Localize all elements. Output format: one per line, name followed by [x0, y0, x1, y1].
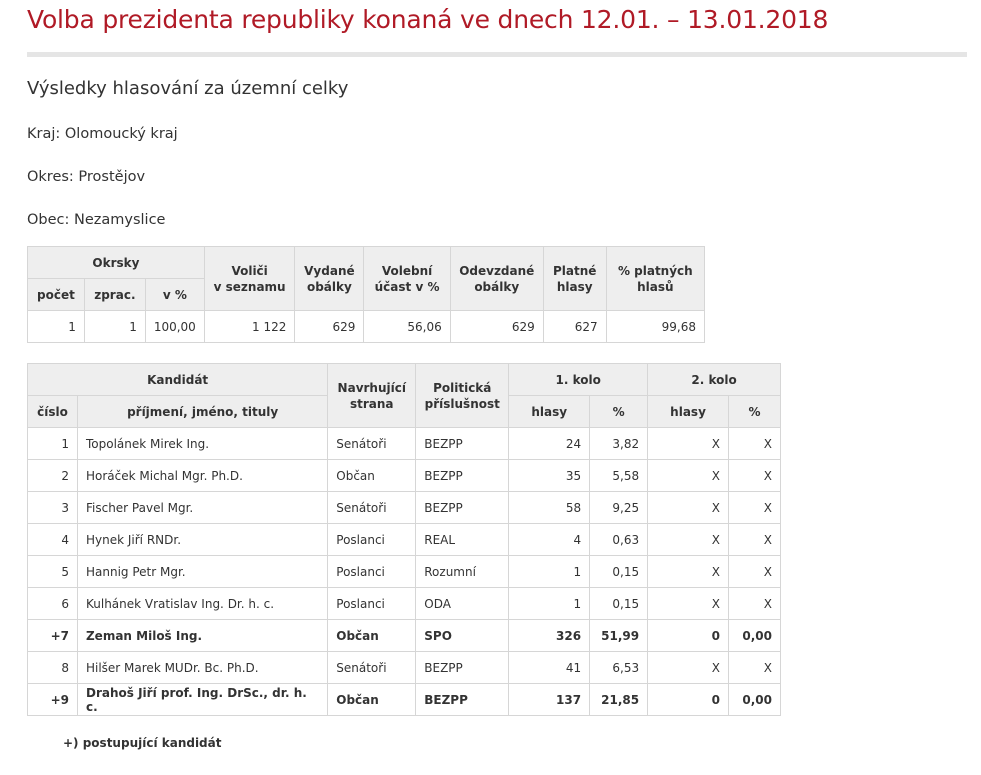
footnote: +) postupující kandidát: [63, 736, 222, 750]
header-kandidat: Kandidát: [28, 364, 328, 396]
cell-cislo: 8: [28, 652, 78, 684]
summary-table: [27, 246, 705, 343]
cell-hlasy1: 4: [509, 524, 590, 556]
table-row: [28, 492, 781, 524]
cell-strana: Občan: [328, 620, 416, 652]
cell-pct1: 21,85: [590, 684, 648, 716]
cell-cislo: 4: [28, 524, 78, 556]
header-prislusnost: Politická příslušnost: [416, 364, 509, 428]
cell-pct2: X: [728, 652, 780, 684]
cell-hlasy2: 0: [648, 684, 729, 716]
cell-hlasy1: 24: [509, 428, 590, 460]
cell-hlasy1: 1: [509, 556, 590, 588]
cell-prislusnost: BEZPP: [416, 460, 509, 492]
header-zprac: zprac.: [84, 279, 145, 311]
header-pct1: %: [590, 396, 648, 428]
cell-strana: Senátoři: [328, 652, 416, 684]
cell-jmeno: Horáček Michal Mgr. Ph.D.: [77, 460, 327, 492]
cell-pct2: X: [728, 588, 780, 620]
cell-pct1: 5,58: [590, 460, 648, 492]
cell-prislusnost: ODA: [416, 588, 509, 620]
cell-pct-platnych: 99,68: [606, 311, 704, 343]
cell-hlasy1: 58: [509, 492, 590, 524]
header-kolo2: 2. kolo: [648, 364, 781, 396]
table-row: [28, 428, 781, 460]
cell-cislo: 1: [28, 428, 78, 460]
obec-line: Obec: Nezamyslice: [27, 212, 166, 228]
cell-ucast: 56,06: [364, 311, 450, 343]
header-jmeno: příjmení, jméno, tituly: [77, 396, 327, 428]
cell-pct1: 3,82: [590, 428, 648, 460]
section-title: Výsledky hlasování za územní celky: [27, 78, 349, 99]
cell-jmeno: Hannig Petr Mgr.: [77, 556, 327, 588]
header-kolo1: 1. kolo: [509, 364, 648, 396]
header-pocet: počet: [28, 279, 85, 311]
okres-line: Okres: Prostějov: [27, 169, 146, 185]
cell-pct1: 0,15: [590, 556, 648, 588]
header-pct2: %: [728, 396, 780, 428]
cell-cislo: 5: [28, 556, 78, 588]
header-v-pct: v %: [145, 279, 204, 311]
cell-odevzdane: 629: [450, 311, 543, 343]
candidates-table: [27, 363, 781, 716]
cell-strana: Poslanci: [328, 556, 416, 588]
cell-cislo: 3: [28, 492, 78, 524]
table-row: [28, 684, 781, 716]
cell-jmeno: Zeman Miloš Ing.: [77, 620, 327, 652]
cell-hlasy2: 0: [648, 620, 729, 652]
cell-vydane: 629: [295, 311, 364, 343]
cell-strana: Poslanci: [328, 524, 416, 556]
cell-pocet: 1: [28, 311, 85, 343]
cell-pct2: X: [728, 492, 780, 524]
cell-hlasy1: 1: [509, 588, 590, 620]
cell-hlasy2: X: [648, 556, 729, 588]
cell-prislusnost: BEZPP: [416, 684, 509, 716]
table-row: [28, 460, 781, 492]
cell-jmeno: Hynek Jiří RNDr.: [77, 524, 327, 556]
header-hlasy1: hlasy: [509, 396, 590, 428]
cell-platne: 627: [543, 311, 606, 343]
table-row: [28, 652, 781, 684]
cell-strana: Senátoři: [328, 428, 416, 460]
header-vydane: Vydané obálky: [295, 247, 364, 311]
cell-strana: Občan: [328, 460, 416, 492]
cell-strana: Poslanci: [328, 588, 416, 620]
table-row: [28, 588, 781, 620]
cell-cislo: +7: [28, 620, 78, 652]
header-pct-platnych: % platných hlasů: [606, 247, 704, 311]
header-okrsky: Okrsky: [28, 247, 205, 279]
summary-row: [28, 311, 705, 343]
cell-pct2: X: [728, 556, 780, 588]
header-strana: Navrhující strana: [328, 364, 416, 428]
cell-strana: Senátoři: [328, 492, 416, 524]
cell-jmeno: Kulhánek Vratislav Ing. Dr. h. c.: [77, 588, 327, 620]
cell-pct2: 0,00: [728, 684, 780, 716]
table-row: [28, 620, 781, 652]
cell-cislo: +9: [28, 684, 78, 716]
cell-hlasy1: 137: [509, 684, 590, 716]
table-row: [28, 524, 781, 556]
cell-hlasy2: X: [648, 524, 729, 556]
cell-hlasy2: X: [648, 428, 729, 460]
cell-prislusnost: REAL: [416, 524, 509, 556]
cell-jmeno: Drahoš Jiří prof. Ing. DrSc., dr. h. c.: [77, 684, 327, 716]
title-divider: [27, 52, 967, 57]
cell-hlasy2: X: [648, 588, 729, 620]
cell-hlasy2: X: [648, 460, 729, 492]
header-cislo: číslo: [28, 396, 78, 428]
cell-hlasy2: X: [648, 492, 729, 524]
header-platne: Platné hlasy: [543, 247, 606, 311]
cell-prislusnost: Rozumní: [416, 556, 509, 588]
cell-pct2: 0,00: [728, 620, 780, 652]
header-odevzdane: Odevzdané obálky: [450, 247, 543, 311]
cell-jmeno: Hilšer Marek MUDr. Bc. Ph.D.: [77, 652, 327, 684]
cell-pct1: 6,53: [590, 652, 648, 684]
kraj-line: Kraj: Olomoucký kraj: [27, 126, 178, 142]
cell-cislo: 2: [28, 460, 78, 492]
cell-pct1: 0,63: [590, 524, 648, 556]
cell-prislusnost: BEZPP: [416, 652, 509, 684]
cell-prislusnost: SPO: [416, 620, 509, 652]
cell-pct1: 51,99: [590, 620, 648, 652]
cell-pct2: X: [728, 460, 780, 492]
cell-hlasy1: 326: [509, 620, 590, 652]
header-volici: Voliči v seznamu: [204, 247, 295, 311]
header-ucast: Volební účast v %: [364, 247, 450, 311]
header-hlasy2: hlasy: [648, 396, 729, 428]
cell-strana: Občan: [328, 684, 416, 716]
cell-cislo: 6: [28, 588, 78, 620]
cell-v-pct: 100,00: [145, 311, 204, 343]
cell-pct1: 0,15: [590, 588, 648, 620]
cell-prislusnost: BEZPP: [416, 492, 509, 524]
cell-zprac: 1: [84, 311, 145, 343]
cell-volici: 1 122: [204, 311, 295, 343]
page-title: Volba prezidenta republiky konaná ve dnech 12.01. – 13.01.2018: [27, 5, 829, 34]
cell-pct2: X: [728, 524, 780, 556]
cell-hlasy1: 35: [509, 460, 590, 492]
cell-prislusnost: BEZPP: [416, 428, 509, 460]
cell-pct1: 9,25: [590, 492, 648, 524]
cell-hlasy1: 41: [509, 652, 590, 684]
cell-pct2: X: [728, 428, 780, 460]
cell-hlasy2: X: [648, 652, 729, 684]
table-row: [28, 556, 781, 588]
cell-jmeno: Topolánek Mirek Ing.: [77, 428, 327, 460]
cell-jmeno: Fischer Pavel Mgr.: [77, 492, 327, 524]
candidates-body: [28, 428, 781, 716]
